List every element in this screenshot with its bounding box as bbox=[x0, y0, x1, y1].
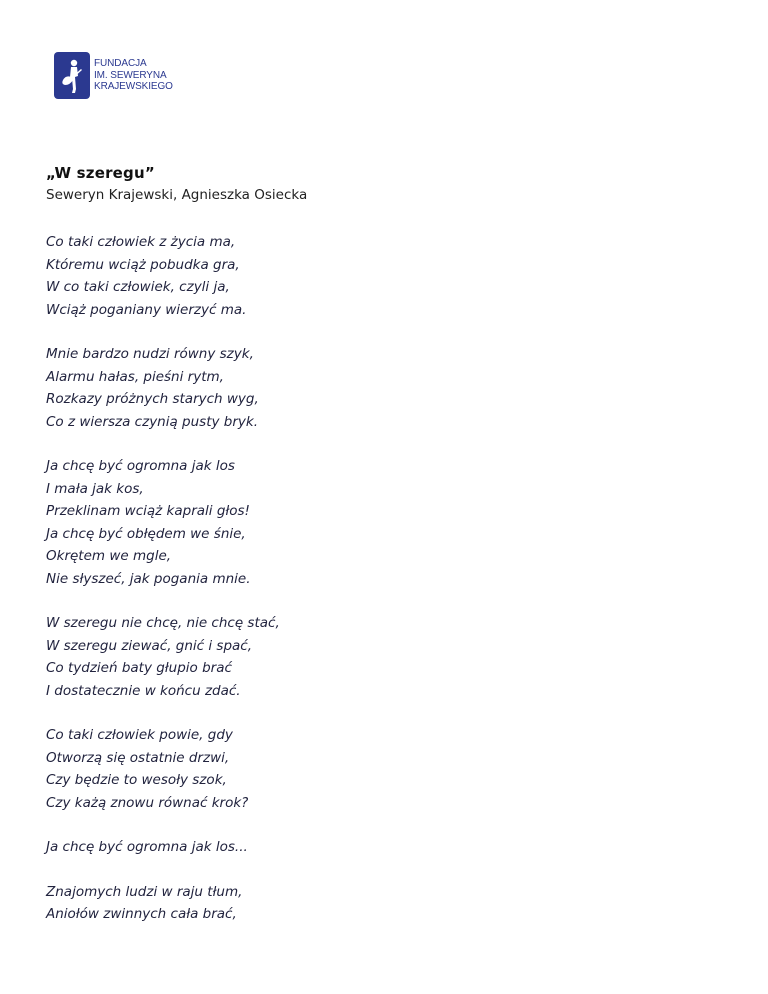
lyric-line: Ja chcę być obłędem we śnie, bbox=[46, 525, 246, 542]
stanza-6 bbox=[46, 836, 726, 859]
foundation-logo-emblem bbox=[54, 52, 90, 99]
stanza-3 bbox=[46, 455, 726, 590]
lyric-line: Alarmu hałas, pieśni rytm, bbox=[46, 368, 224, 385]
stanza-7 bbox=[46, 881, 726, 926]
lyric-line: W szeregu nie chcę, nie chcę stać, bbox=[46, 615, 280, 631]
lyric-line: Otworzą się ostatnie drzwi, bbox=[46, 749, 230, 766]
lyric-line: Okrętem we mgle, bbox=[46, 548, 172, 564]
foundation-logo bbox=[54, 52, 173, 99]
lyric-line: Mnie bardzo nudzi równy szyk, bbox=[46, 346, 254, 362]
lyric-line: Co tydzień baty głupio brać bbox=[46, 660, 232, 676]
lyric-line: Czy będzie to wesoły szok, bbox=[46, 772, 227, 788]
guitarist-silhouette-icon bbox=[57, 56, 87, 96]
lyric-line: W co taki człowiek, czyli ja, bbox=[46, 279, 230, 295]
logo-line-1: FUNDACJA bbox=[94, 58, 147, 70]
lyric-line: Ja chcę być ogromna jak los... bbox=[46, 839, 248, 855]
stanza-1 bbox=[46, 231, 726, 321]
lyric-line: W szeregu ziewać, gnić i spać, bbox=[46, 637, 253, 654]
logo-line-2: IM. SEWERYNA bbox=[94, 69, 167, 81]
lyric-line: Co taki człowiek z życia ma, bbox=[46, 234, 236, 250]
stanza-5 bbox=[46, 724, 726, 814]
logo-line-3: KRAJEWSKIEGO bbox=[94, 81, 173, 93]
lyric-line: Któremu wciąż pobudka gra, bbox=[46, 256, 240, 273]
stanza-4 bbox=[46, 612, 726, 702]
lyric-line: Ja chcę być ogromna jak los bbox=[46, 458, 235, 474]
lyric-line: Nie słyszeć, jak pogania mnie. bbox=[46, 570, 251, 587]
lyric-line: Czy każą znowu równać krok? bbox=[46, 794, 249, 811]
lyric-line: Aniołów zwinnych cała brać, bbox=[46, 906, 237, 922]
lyric-line: Znajomych ludzi w raju tłum, bbox=[46, 883, 243, 900]
lyric-line: I dostatecznie w końcu zdać. bbox=[46, 682, 241, 699]
song-authors: Seweryn Krajewski, Agnieszka Osiecka bbox=[46, 187, 308, 203]
lyric-line: Przeklinam wciąż kaprali głos! bbox=[46, 503, 250, 519]
stanza-2 bbox=[46, 343, 726, 433]
lyric-line: I mała jak kos, bbox=[46, 480, 144, 497]
song-title: „W szeregu” bbox=[46, 164, 155, 182]
lyric-line: Rozkazy próżnych starych wyg, bbox=[46, 391, 259, 407]
lyric-line: Wciąż poganiany wierzyć ma. bbox=[46, 301, 247, 318]
song-lyrics bbox=[46, 231, 726, 948]
lyric-line: Co taki człowiek powie, gdy bbox=[46, 727, 233, 743]
foundation-logo-text bbox=[94, 58, 173, 93]
lyric-line: Co z wiersza czynią pusty bryk. bbox=[46, 413, 259, 430]
